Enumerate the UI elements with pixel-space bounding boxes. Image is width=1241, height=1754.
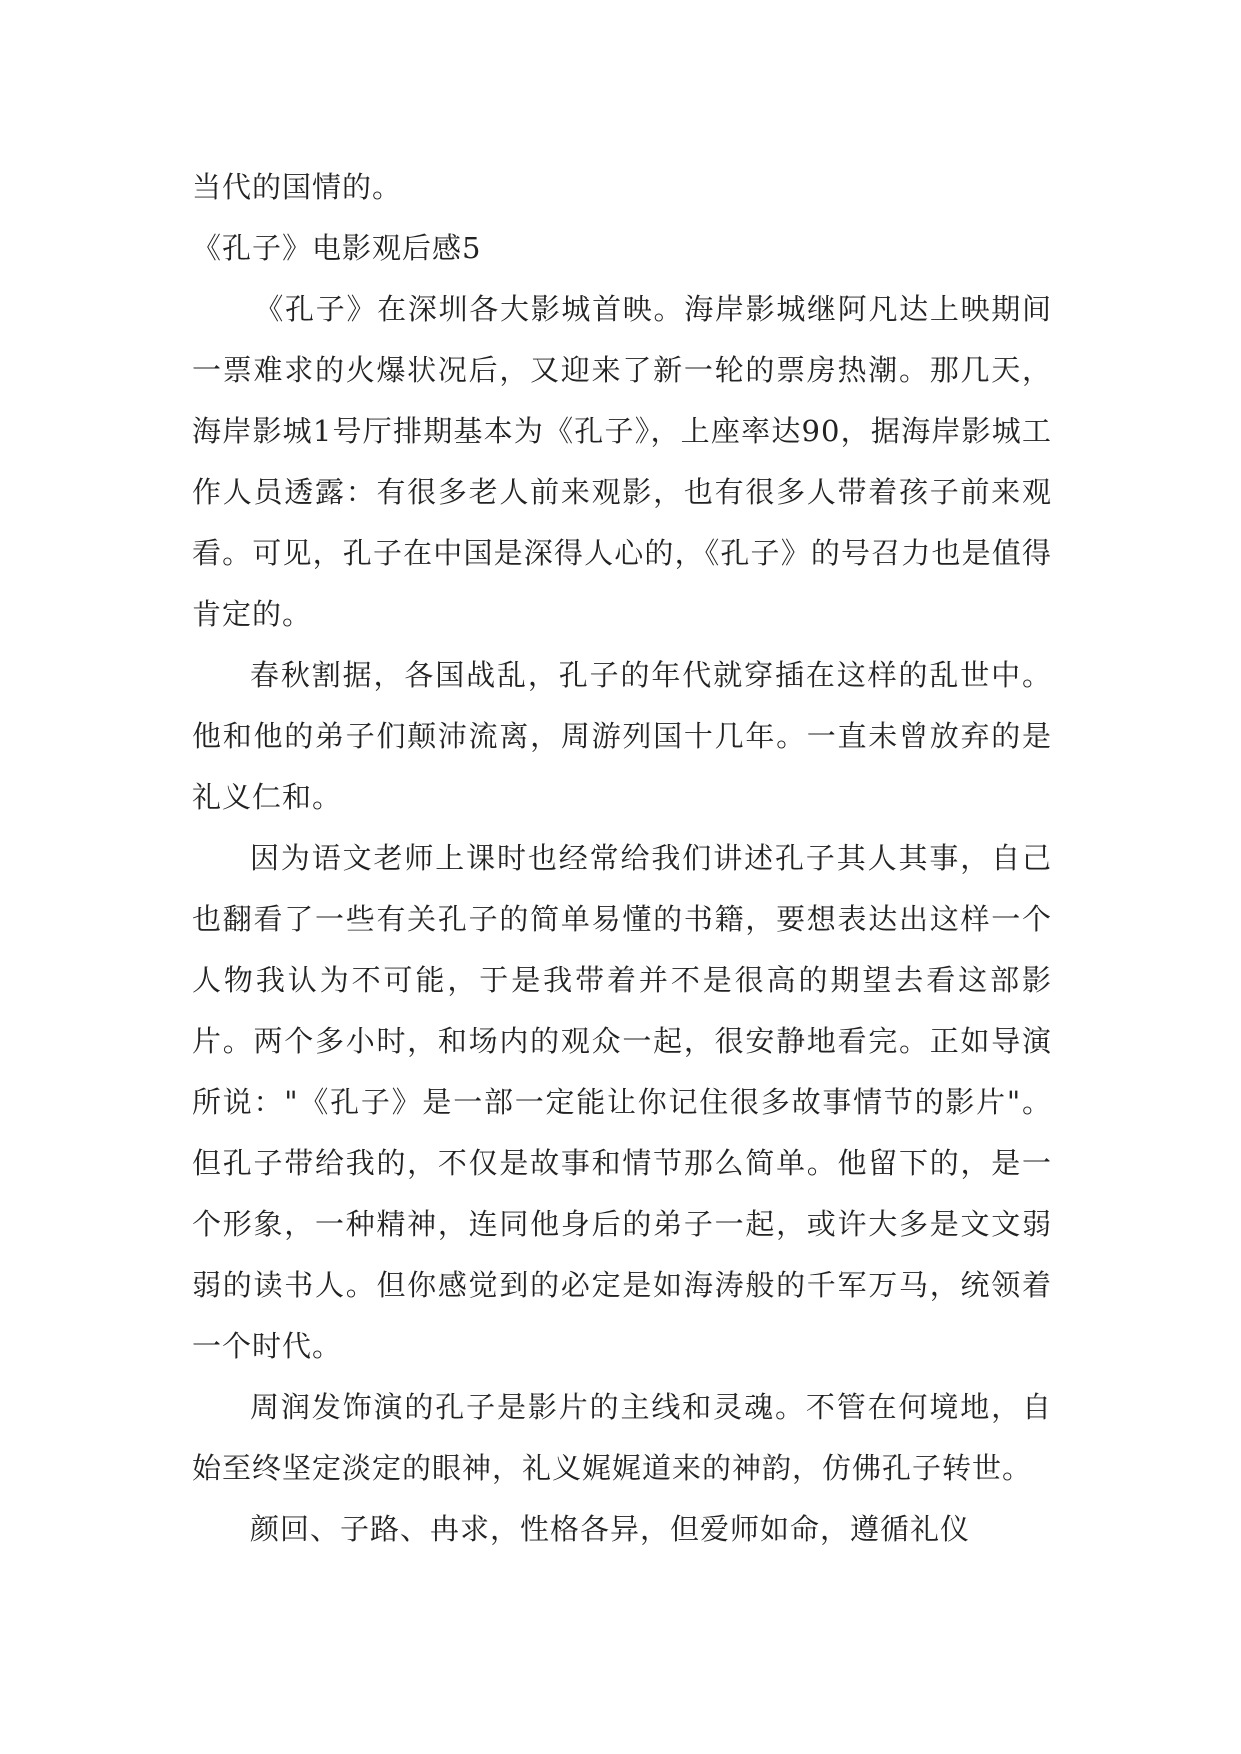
paragraph-1: 《孔子》在深圳各大影城首映。海岸影城继阿凡达上映期间一票难求的火爆状况后，又迎来了新一轮的票房热潮。那几天，海岸影城1号厅排期基本为《孔子》，上座率达90，据海岸影城工作人员透露：有很多老人前来观影，也有很多人带着孩子前来观看。可见，孔子在中国是深得人心的，《孔子》的号召力也是值得肯定的。 bbox=[192, 292, 1052, 631]
section-title: 《孔子》电影观后感5 bbox=[192, 231, 482, 265]
document-body bbox=[192, 157, 1052, 1560]
paragraph-3: 因为语文老师上课时也经常给我们讲述孔子其人其事，自己也翻看了一些有关孔子的简单易懂的书籍，要想表达出这样一个人物我认为不可能，于是我带着并不是很高的期望去看这部影片。两个多小时，和场内的观众一起，很安静地看完。正如导演所说："《孔子》是一部一定能让你记住很多故事情节的影片"。但孔子带给我的，不仅是故事和情节那么简单。他留下的，是一个形象，一种精神，连同他身后的弟子一起，或许大多是文文弱弱的读书人。但你感觉到的必定是如海涛般的千军万马，统领着一个时代。 bbox=[192, 841, 1052, 1363]
paragraph-4: 周润发饰演的孔子是影片的主线和灵魂。不管在何境地，自始至终坚定淡定的眼神，礼义娓娓道来的神韵，仿佛孔子转世。 bbox=[192, 1390, 1052, 1485]
lead-line: 当代的国情的。 bbox=[192, 170, 403, 204]
paragraph-5: 颜回、子路、冉求，性格各异，但爱师如命，遵循礼仪 bbox=[250, 1512, 971, 1546]
paragraph-2: 春秋割据，各国战乱，孔子的年代就穿插在这样的乱世中。他和他的弟子们颠沛流离，周游列国十几年。一直未曾放弃的是礼义仁和。 bbox=[192, 658, 1052, 814]
